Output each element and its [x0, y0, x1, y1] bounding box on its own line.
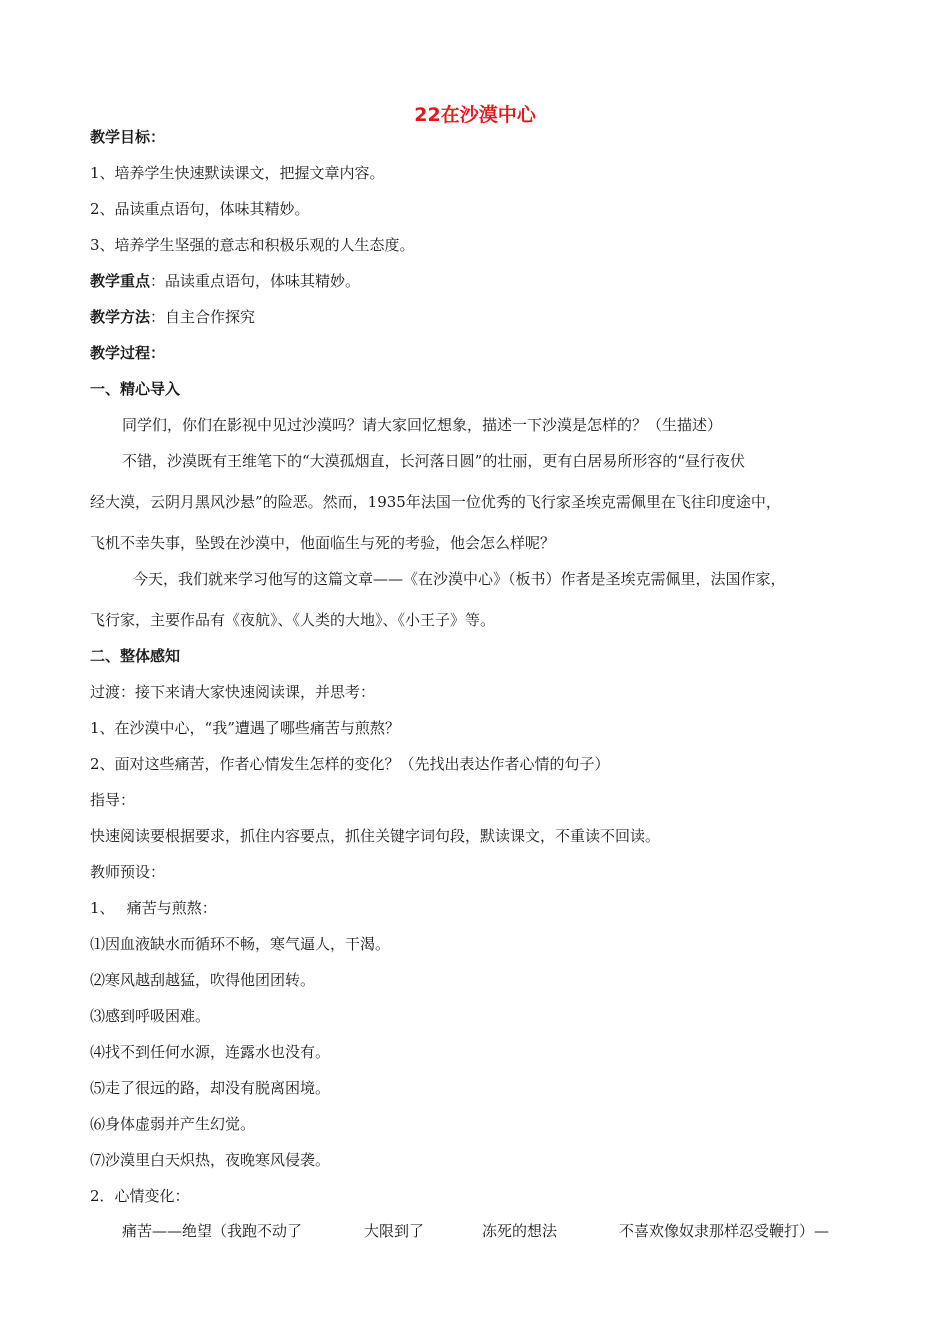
objective-item: 3、培养学生坚强的意志和积极乐观的人生态度。 [90, 236, 415, 254]
key-point-label: 教学重点 [90, 272, 151, 290]
objectives-heading: 教学目标： [90, 128, 166, 146]
paragraph-line: 飞机不幸失事，坠毁在沙漠中，他面临生与死的考验，他会怎么样呢？ [90, 534, 556, 552]
mood-part: 冻死的想法 [482, 1222, 558, 1240]
list-item: ⑶感到呼吸困难。 [90, 1007, 211, 1025]
mood-part: 不喜欢像奴隶那样忍受鞭打）— [619, 1222, 830, 1240]
page-title: 22在沙漠中心 [414, 104, 536, 126]
body-line: 快速阅读要根据要求，抓住内容要点，抓住关键字词句段，默读课文，不重读不回读。 [90, 827, 661, 845]
paragraph-line: 同学们，你们在影视中见过沙漠吗？请大家回忆想象，描述一下沙漠是怎样的？（生描述） [122, 416, 723, 434]
method-text: ：自主合作探究 [150, 308, 256, 326]
key-point-line [90, 271, 360, 291]
list-item: ⑵寒风越刮越猛，吹得他团团转。 [90, 971, 316, 989]
body-line: 过渡：接下来请大家快速阅读课，并思考： [90, 683, 376, 701]
list-item: ⑹身体虚弱并产生幻觉。 [90, 1115, 256, 1133]
list-item: ⑴因血液缺水而循环不畅，寒气逼人，干渴。 [90, 935, 391, 953]
mood-part: 痛苦——绝望（我跑不动了 [122, 1222, 303, 1240]
body-line: 1、在沙漠中心，“我”遭遇了哪些痛苦与煎熬？ [90, 719, 400, 737]
section-heading: 二、整体感知 [90, 647, 181, 665]
paragraph-line: 不错，沙漠既有王维笔下的“大漠孤烟直，长河落日圆”的壮丽，更有白居易所形容的“昼行夜伏 [122, 452, 746, 470]
mood-heading: 2．心情变化： [90, 1187, 190, 1205]
paragraph-line: 经大漠，云阴月黑风沙悬”的险恶。然而，1935年法国一位优秀的飞行家圣埃克需佩里在飞往印度途中， [90, 493, 781, 511]
body-line: 2、面对这些痛苦，作者心情发生怎样的变化？（先找出表达作者心情的句子） [90, 755, 610, 773]
list-item: ⑺沙漠里白天炽热，夜晚寒风侵袭。 [90, 1151, 331, 1169]
paragraph-line: 飞行家，主要作品有《夜航》、《人类的大地》、《小王子》等。 [90, 611, 496, 629]
body-line: 1、 痛苦与煎熬： [90, 899, 217, 917]
list-item: ⑸走了很远的路，却没有脱离困境。 [90, 1079, 331, 1097]
mood-part: 大限到了 [364, 1222, 425, 1240]
paragraph-line: 今天，我们就来学习他写的这篇文章——《在沙漠中心》（板书）作者是圣埃克需佩里，法国作家， [133, 570, 786, 588]
objective-item: 1、培养学生快速默读课文，把握文章内容。 [90, 164, 385, 182]
key-point-text: ：品读重点语句，体味其精妙。 [150, 272, 361, 290]
method-label: 教学方法 [90, 308, 151, 326]
section-heading: 一、精心导入 [90, 380, 181, 398]
mood-line [122, 1221, 829, 1241]
body-line: 指导： [90, 791, 136, 809]
list-item: ⑷找不到任何水源，连露水也没有。 [90, 1043, 331, 1061]
method-line [90, 307, 255, 327]
body-line: 教师预设： [90, 863, 166, 881]
objective-item: 2、品读重点语句，体味其精妙。 [90, 200, 310, 218]
process-heading: 教学过程： [90, 344, 166, 362]
